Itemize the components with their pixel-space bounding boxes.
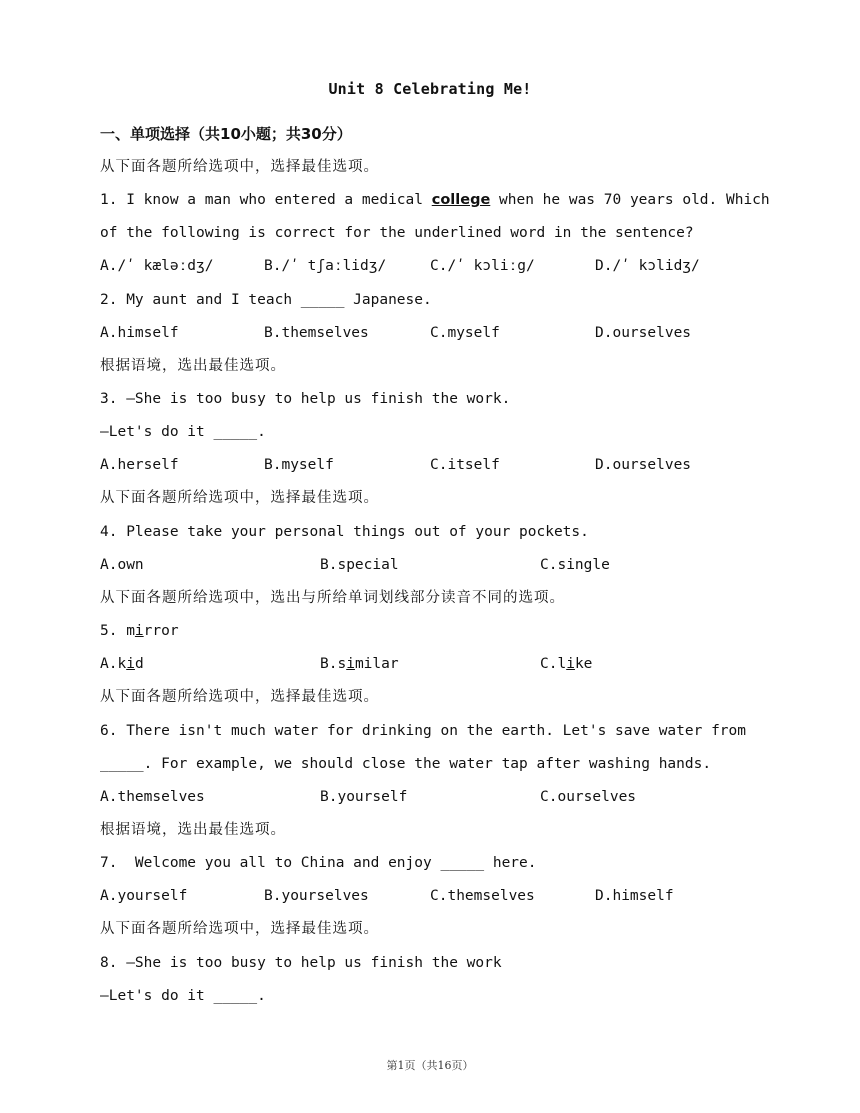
q5-b-post: milar [354, 656, 399, 672]
q1-option-c: C./ʹ kɔliːg/ [430, 258, 535, 274]
q5-a-post: d [134, 656, 144, 672]
q4-option-c: C.single [540, 557, 610, 573]
q6-option-b: B.yourself [320, 789, 408, 805]
q3-stem-line1: 3. —She is too busy to help us finish the work. [100, 391, 511, 407]
q1-stem-line1 [100, 190, 770, 210]
q5-b-underlined: i [346, 656, 355, 672]
q5-a-underlined: i [126, 656, 135, 672]
q2-option-b: B.themselves [264, 325, 369, 341]
q1-stem-pre: 1. I know a man who entered a medical [100, 192, 432, 208]
q2-stem: 2. My aunt and I teach _____ Japanese. [100, 292, 432, 308]
q1-stem-post: when he was 70 years old. Which [490, 192, 770, 208]
q4-instruction: 从下面各题所给选项中，选择最佳选项。 [100, 490, 379, 506]
q1-underlined-word: college [431, 192, 491, 208]
q5-option-c [540, 654, 592, 674]
q5-option-a [100, 654, 144, 674]
q2-option-a: A.himself [100, 325, 179, 341]
q6-instruction: 从下面各题所给选项中，选择最佳选项。 [100, 689, 379, 705]
q1-option-a: A./ʹ kæləːdʒ/ [100, 258, 214, 274]
q8-stem-line1: 8. —She is too busy to help us finish the work [100, 955, 502, 971]
page-footer: 第1页（共16页） [386, 1059, 474, 1072]
q5-option-b [320, 654, 399, 674]
q5-instruction: 从下面各题所给选项中，选出与所给单词划线部分读音不同的选项。 [100, 590, 565, 606]
page-title: Unit 8 Celebrating Me! [328, 80, 532, 98]
q6-stem-line2: _____. For example, we should close the water tap after washing hands. [100, 756, 712, 772]
q6-option-c: C.ourselves [540, 789, 637, 805]
q7-stem: 7. Welcome you all to China and enjoy _____ here. [100, 855, 537, 871]
q3-option-a: A.herself [100, 457, 179, 473]
q5-word-underlined: i [134, 623, 144, 639]
q2-option-c: C.myself [430, 325, 500, 341]
section-heading: 一、单项选择（共10小题；共30分） [100, 125, 352, 143]
q3-instruction: 根据语境，选出最佳选项。 [100, 358, 286, 374]
q7-option-a: A.yourself [100, 888, 188, 904]
q5-b-pre: B.s [320, 656, 347, 672]
q6-stem-line1: 6. There isn't much water for drinking on the earth. Let's save water from [100, 723, 747, 739]
q3-option-b: B.myself [264, 457, 334, 473]
q5-c-pre: C.l [540, 656, 567, 672]
q8-stem-line2: —Let's do it _____. [100, 988, 266, 1004]
q5-a-pre: A.k [100, 656, 127, 672]
q6-option-a: A.themselves [100, 789, 205, 805]
q5-stem [100, 621, 179, 641]
q4-stem: 4. Please take your personal things out of your pockets. [100, 524, 589, 540]
q7-option-b: B.yourselves [264, 888, 369, 904]
q5-c-underlined: i [566, 656, 575, 672]
q3-stem-line2: —Let's do it _____. [100, 424, 266, 440]
q5-word-post: rror [143, 623, 179, 639]
q3-option-c: C.itself [430, 457, 500, 473]
q1-option-d: D./ʹ kɔlidʒ/ [595, 258, 700, 274]
q3-option-d: D.ourselves [595, 457, 692, 473]
q1-option-b: B./ʹ tʃaːlidʒ/ [264, 258, 387, 274]
q5-word-pre: 5. m [100, 623, 135, 639]
q1-stem-line2: of the following is correct for the underlined word in the sentence? [100, 225, 694, 241]
q7-option-c: C.themselves [430, 888, 535, 904]
q4-option-b: B.special [320, 557, 399, 573]
q7-option-d: D.himself [595, 888, 674, 904]
q2-option-d: D.ourselves [595, 325, 692, 341]
q8-instruction: 从下面各题所给选项中，选择最佳选项。 [100, 921, 379, 937]
q7-instruction: 根据语境，选出最佳选项。 [100, 822, 286, 838]
q5-c-post: ke [574, 656, 593, 672]
q4-option-a: A.own [100, 557, 144, 573]
q1-instruction: 从下面各题所给选项中，选择最佳选项。 [100, 159, 379, 175]
